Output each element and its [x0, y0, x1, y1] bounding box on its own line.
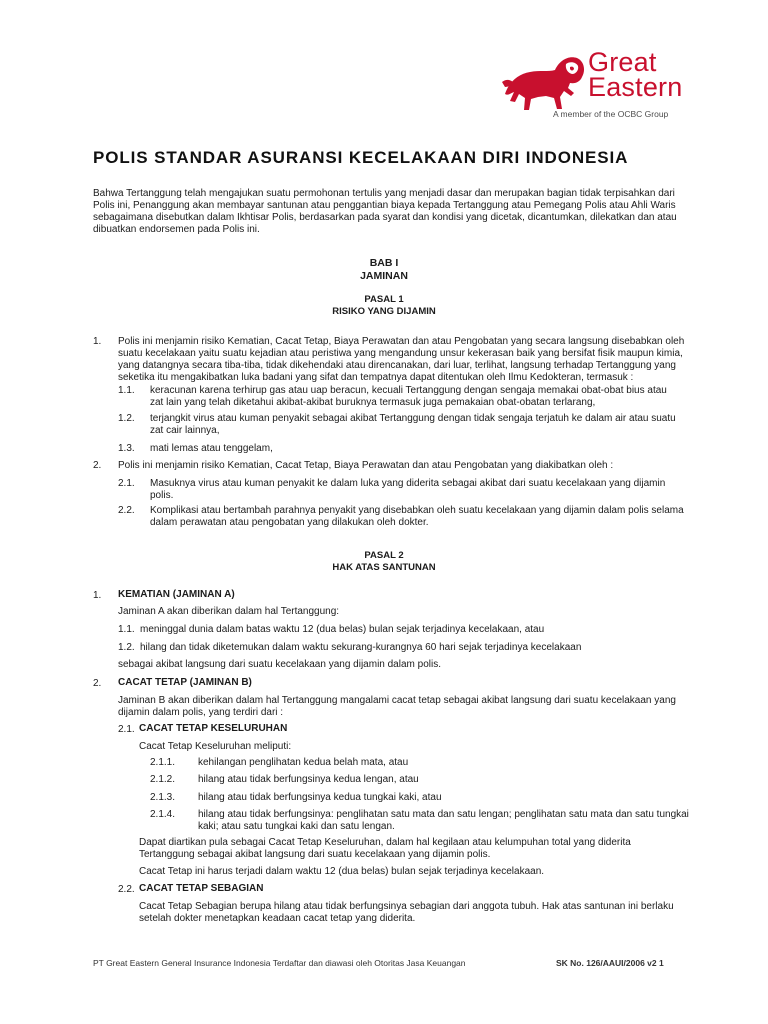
sub-list-line: polis. [150, 490, 174, 501]
list-item-line: yang datangnya secara tiba-tiba, tidak dikehendaki atau direncanakan, dari luar, terlihat, langsung terhadap Tertanggung yang [118, 360, 676, 371]
sub-sub-list-line: kehilangan penglihatan kedua belah mata, atau [198, 757, 409, 768]
sub-list-number: 2.2. [118, 505, 135, 516]
sub-list-line: Komplikasi atau bertambah parahnya penyakit yang disebabkan oleh suatu kecelakaan yang dijamin dalam polis selama [150, 505, 684, 516]
great-eastern-logo [500, 48, 700, 124]
sub-list-line: keracunan karena terhirup gas atau uap beracun, kecuali Tertanggung dengan sengaja memakai obat-obat bius atau [150, 385, 667, 396]
subsection-paragraph: setelah dokter menetapkan keadaan cacat tetap yang diderita. [139, 913, 416, 924]
section-intro: dijamin dalam polis, yang terdiri dari : [118, 707, 284, 718]
section-intro: Jaminan A akan diberikan dalam hal Tertanggung: [118, 606, 340, 617]
intro-line: Bahwa Tertanggung telah mengajukan suatu permohonan tertulis yang menjadi dasar dan merupakan bagian tidak terpisahkan dari [93, 188, 675, 199]
sub-list-line: mati lemas atau tenggelam, [150, 443, 273, 454]
sub-list-line: meninggal dunia dalam batas waktu 12 (dua belas) bulan sejak terjadinya kecelakaan, atau [140, 624, 545, 635]
sub-list-number: 2.2. [118, 884, 135, 895]
sub-sub-list-number: 2.1.1. [150, 757, 176, 768]
chapter-name: JAMINAN [360, 270, 408, 282]
intro-line: sebagaimana disebutkan dalam Ikhtisar Polis, berdasarkan pada syarat dan kondisi yang dicetak, dicantumkan, dilekatkan dan atau [93, 212, 677, 223]
sub-list-line: zat lain yang telah diketahui akibat-akibat buruknya termasuk juga pemakaian obat-obatan terlarang, [150, 397, 596, 408]
list-number: 1. [93, 590, 102, 601]
list-number: 2. [93, 678, 102, 689]
logo-wordmark [588, 47, 683, 102]
section-intro: Jaminan B akan diberikan dalam hal Tertanggung mangalami cacat tetap sebagai akibat langsung dari suatu kecelakaan yang [118, 695, 676, 706]
sub-list-number: 1.2. [118, 642, 135, 653]
subsection-heading: CACAT TETAP SEBAGIAN [139, 883, 264, 894]
subsection-paragraph: Cacat Tetap Sebagian berupa hilang atau tidak berfungsinya sebagian dari anggota tubuh. Hak atas santunan ini berlaku [139, 901, 674, 912]
sub-sub-list-number: 2.1.3. [150, 792, 176, 803]
list-item-line: suatu kecelakaan yaitu suatu kejadian atau peristiwa yang mengandung unsur kekerasan baik yang bersifat fisik maupun kimia, [118, 348, 683, 359]
intro-line: Polis ini, Penanggung akan membayar santunan atau penggantian biaya kepada Tertanggung atau Pemegang Polis atau Ahli Waris [93, 200, 676, 211]
footer-reference: SK No. 126/AAUI/2006 v2 1 [556, 958, 664, 968]
list-item-line: seketika itu mengakibatkan luka badani yang sifat dan tempatnya dapat ditentukan oleh Ilmu Kedokteran, termasuk : [118, 372, 634, 383]
section-closing: sebagai akibat langsung dari suatu kecelakaan yang dijamin dalam polis. [118, 659, 441, 670]
sub-list-line: dalam perawatan atau pengobatan yang dilakukan oleh dokter. [150, 517, 429, 528]
sub-sub-list-number: 2.1.2. [150, 774, 176, 785]
sub-list-line: terjangkit virus atau kuman penyakit sebagai akibat Tertanggung dengan tidak sengaja terjatuh ke dalam air atau suatu [150, 413, 676, 424]
sub-sub-list-line: hilang atau tidak berfungsinya kedua lengan, atau [198, 774, 419, 785]
subsection-paragraph: Dapat diartikan pula sebagai Cacat Tetap Keseluruhan, dalam hal kegilaan atau kelumpuhan total yang diderita [139, 837, 631, 848]
list-item-line: Polis ini menjamin risiko Kematian, Cacat Tetap, Biaya Perawatan dan atau Pengobatan yang secara langsung disebabkan oleh [118, 336, 685, 347]
list-item-line: Polis ini menjamin risiko Kematian, Cacat Tetap, Biaya Perawatan dan atau Pengobatan yang diakibatkan oleh : [118, 460, 614, 471]
subsection-paragraph: Tertanggung sebagai akibat langsung dari suatu kecelakaan yang dijamin polis. [139, 849, 491, 860]
sub-list-number: 1.2. [118, 413, 135, 424]
sub-list-number: 1.1. [118, 624, 135, 635]
sub-sub-list-line: hilang atau tidak berfungsinya kedua tungkai kaki, atau [198, 792, 442, 803]
sub-list-number: 2.1. [118, 478, 135, 489]
chapter-number: BAB I [369, 257, 399, 269]
sub-sub-list-line: hilang atau tidak berfungsinya: penglihatan satu mata dan satu lengan; penglihatan satu mata dan satu tungkai [198, 809, 689, 820]
footer-company: PT Great Eastern [93, 958, 159, 968]
sub-sub-list-line: kaki; atau satu tungkai kaki dan satu lengan. [198, 821, 395, 832]
subsection-intro: Cacat Tetap Keseluruhan meliputi: [139, 741, 292, 752]
article-number: PASAL 2 [364, 550, 404, 561]
list-number: 2. [93, 460, 102, 471]
document-title: POLIS STANDAR ASURANSI KECELAKAAN DIRI INDONESIA [93, 148, 629, 167]
lion-icon [500, 52, 586, 114]
subsection-heading: CACAT TETAP KESELURUHAN [139, 723, 288, 734]
sub-sub-list-number: 2.1.4. [150, 809, 176, 820]
sub-list-number: 2.1. [118, 724, 135, 735]
sub-list-line: zat cair lainnya, [150, 425, 220, 436]
intro-line: dibuatkan endorsemen pada Polis ini. [93, 224, 260, 235]
logo-word-eastern: Eastern [588, 72, 683, 102]
footer-registration: General Insurance Indonesia Terdaftar dan diawasi oleh Otoritas Jasa Keuangan [161, 958, 466, 968]
sub-list-line: Masuknya virus atau kuman penyakit ke dalam luka yang diderita sebagai akibat dari suatu kecelakaan yang dijamin [150, 478, 666, 489]
sub-list-line: hilang dan tidak diketemukan dalam waktu sekurang-kurangnya 60 hari sejak terjadinya kecelakaan [140, 642, 582, 653]
logo-word-great: Great [588, 47, 657, 77]
logo-tagline: A member of the OCBC Group [553, 109, 669, 119]
section-heading: CACAT TETAP (JAMINAN B) [118, 677, 252, 688]
sub-list-number: 1.1. [118, 385, 135, 396]
article-number: PASAL 1 [364, 294, 404, 305]
sub-list-number: 1.3. [118, 443, 135, 454]
footer-company-note [93, 958, 466, 968]
subsection-paragraph: Cacat Tetap ini harus terjadi dalam waktu 12 (dua belas) bulan sejak terjadinya kecelakaan. [139, 866, 545, 877]
section-heading: KEMATIAN (JAMINAN A) [118, 589, 235, 600]
list-number: 1. [93, 336, 102, 347]
article-name: RISIKO YANG DIJAMIN [332, 306, 436, 317]
article-name: HAK ATAS SANTUNAN [332, 562, 436, 573]
